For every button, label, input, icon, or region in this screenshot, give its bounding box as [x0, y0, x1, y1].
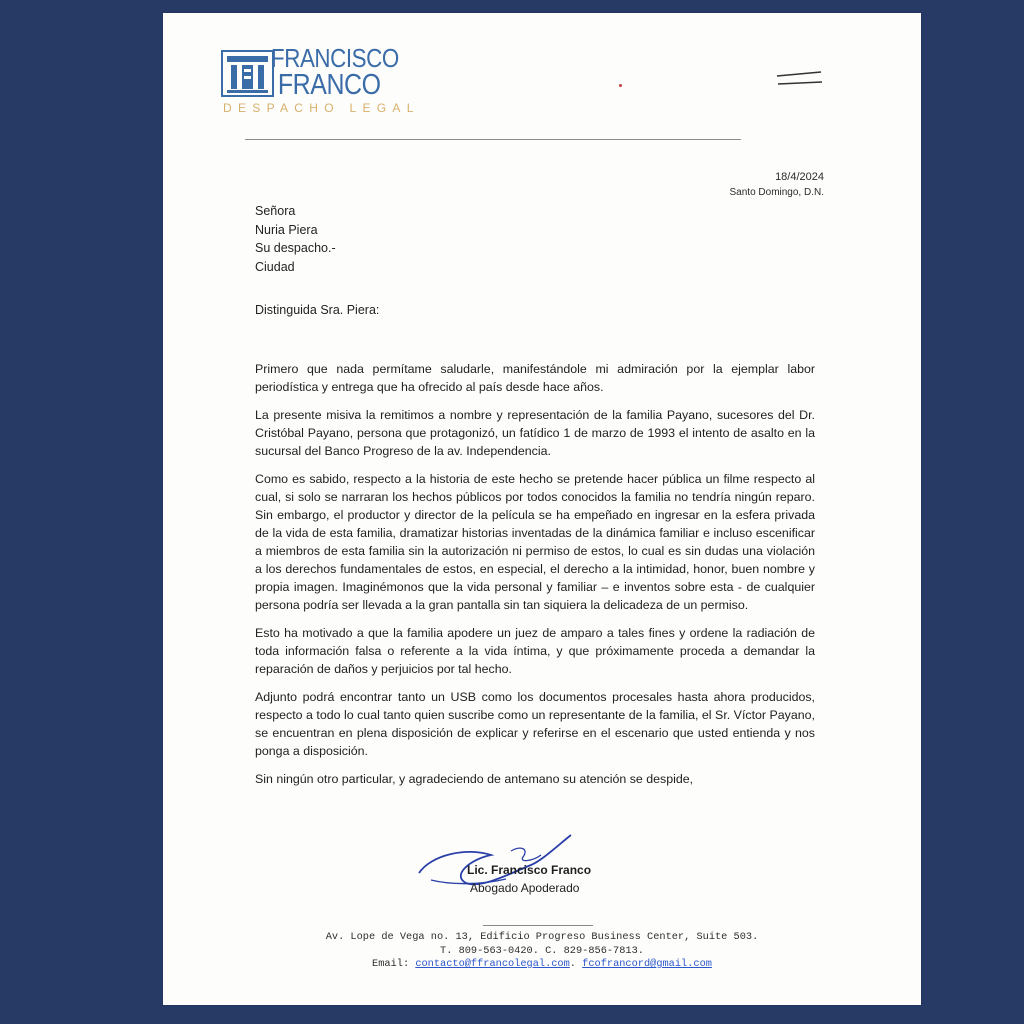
- body-paragraph: Como es sabido, respecto a la historia de este hecho se pretende hacer pública un filme respecto al cual, si solo se narraran los hechos públicos por todos conocidos la familia no tendría ningún reparo. Sin embargo, el productor y director de la película se ha empeñado en ingresar en la esfera privada de la vida de esta familia, dramatizar historias inventadas de la dinámica familiar e incluso escenificar a miembros de esta familia sin la autorización ni permiso de estos, lo cual es sin dudas una violación a los derechos fundamentales de estos, en especial, el derecho a la intimidad, honor, buen nombre y propia imagen. Imaginémonos que la vida personal y familiar – e inventos sobre esta - de cualquier persona podría ser llevada a la gran pantalla sin tan siquiera la delicadeza de un permiso.: [255, 472, 815, 612]
- signer-name: Lic. Francisco Franco: [467, 863, 592, 877]
- body-paragraph: La presente misiva la remitimos a nombre y representación de la familia Payano, sucesores del Dr. Cristóbal Payano, persona que protagonizó, un fatídico 1 de marzo de 1993 el intento de asalto en la sucursal del Banco Progreso de la av. Independencia.: [255, 408, 815, 458]
- email-link-personal[interactable]: fcofrancord@gmail.com: [582, 958, 712, 970]
- recipient-line: Su despacho.-: [255, 241, 336, 255]
- footer-divider: [483, 925, 593, 926]
- footer-address: Av. Lope de Vega no. 13, Edificio Progreso Business Center, Suite 503.: [325, 931, 759, 943]
- firm-name-line1: FRANCISCO: [271, 43, 399, 73]
- email-label: Email:: [372, 958, 410, 970]
- salutation: Distinguida Sra. Piera:: [255, 303, 380, 317]
- recipient-line: Nuria Piera: [255, 222, 318, 237]
- footer-contact: [163, 931, 921, 972]
- recipient-block: [255, 202, 336, 276]
- ink-speck: [619, 84, 622, 87]
- pen-marks-icon: [775, 70, 825, 90]
- letter-body: [255, 360, 815, 798]
- signer-title: Abogado Apoderado: [470, 881, 580, 895]
- footer-phones: T. 809-563-0420. C. 829-856-7813.: [440, 944, 644, 957]
- firm-name-line2: FRANCO: [277, 69, 381, 101]
- body-paragraph: Esto ha motivado a que la familia apodere un juez de amparo a tales fines y ordene la radiación de toda información falsa o referente a la vida íntima, y que próximamente proceda a demandar la reparación de daños y perjuicios por tal hecho.: [255, 626, 815, 676]
- letter-place: Santo Domingo, D.N.: [729, 187, 824, 198]
- body-paragraph: Adjunto podrá encontrar tanto un USB como los documentos procesales hasta ahora producidos, respecto a todo lo cual tanto quien suscribe como un representante de la familia, el Sr. Víctor Payano, se encuentran en plena disposición de explicar y referirse en el escenario que usted entienda y nos ponga a disposición.: [255, 690, 815, 758]
- recipient-line: Ciudad: [255, 259, 295, 274]
- firm-logo-icon: [221, 50, 274, 97]
- header-divider: [245, 139, 741, 140]
- email-link-office[interactable]: contacto@ffrancolegal.com: [415, 958, 570, 970]
- body-paragraph: Primero que nada permítame saludarle, manifestándole mi admiración por la ejemplar labor periodística y entrega que ha ofrecido al país desde hace años.: [255, 362, 815, 394]
- letter-page: [163, 13, 921, 1005]
- firm-subtitle: DESPACHO LEGAL: [223, 101, 420, 115]
- footer-email-line: [163, 958, 921, 972]
- recipient-line: Señora: [255, 204, 296, 218]
- closing-line: Sin ningún otro particular, y agradeciendo de antemano su atención se despide,: [255, 772, 694, 786]
- letter-date: 18/4/2024: [775, 171, 824, 183]
- firm-name: [271, 45, 399, 99]
- email-separator: .: [569, 958, 576, 970]
